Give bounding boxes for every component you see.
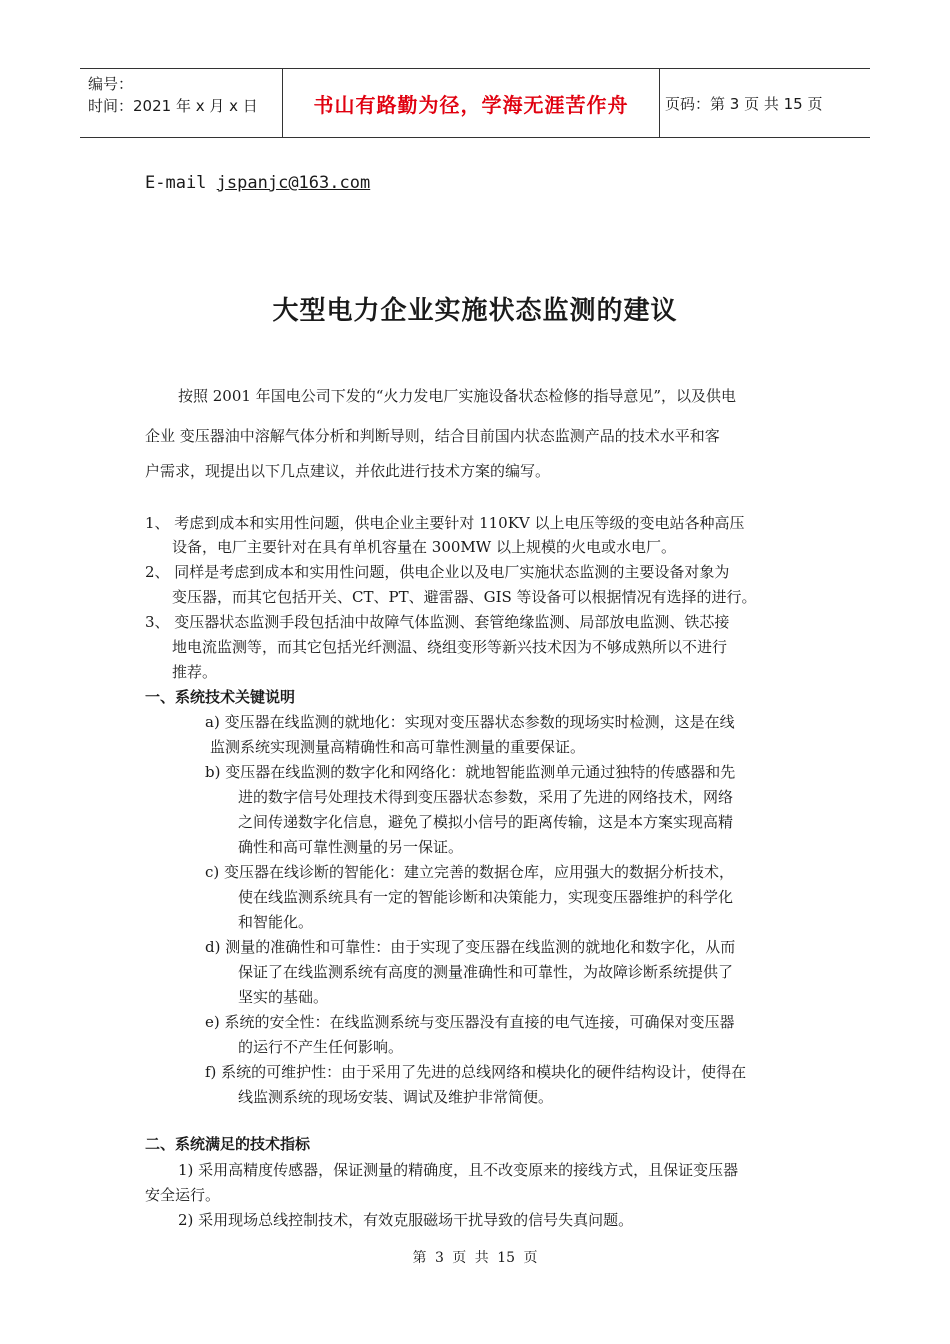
email-link[interactable]: jspanjc@163.com bbox=[216, 173, 371, 193]
s1-line-10: d) 测量的准确性和可靠性：由于实现了变压器在线监测的就地化和数字化，从而 bbox=[205, 938, 736, 956]
s1-line-16: 线监测系统的现场安装、调试及维护非常简便。 bbox=[238, 1088, 554, 1106]
s1-line-7: c) 变压器在线诊断的智能化：建立完善的数据仓库，应用强大的数据分析技术， bbox=[205, 863, 735, 881]
s1-line-8: 使在线监测系统具有一定的智能诊断和决策能力，实现变压器维护的科学化 bbox=[238, 888, 734, 906]
time-label: 时间：2021 年 x 月 x 日 bbox=[88, 97, 258, 115]
item-1-line-1: 1、 考虑到成本和实用性问题，供电企业主要针对 110KV 以上电压等级的变电站各种高压 bbox=[145, 514, 745, 532]
header-left bbox=[88, 73, 258, 117]
number-label: 编号： bbox=[88, 75, 134, 93]
s2-line-2: 安全运行。 bbox=[145, 1186, 221, 1204]
s1-line-13: e) 系统的安全性：在线监测系统与变压器没有直接的电气连接，可确保对变压器 bbox=[205, 1013, 735, 1031]
s1-line-11: 保证了在线监测系统有高度的测量准确性和可靠性，为故障诊断系统提供了 bbox=[238, 963, 734, 981]
s1-line-15: f) 系统的可维护性：由于采用了先进的总线网络和模块化的硬件结构设计，使得在 bbox=[205, 1063, 747, 1081]
s1-line-6: 确性和高可靠性测量的另一保证。 bbox=[238, 838, 464, 856]
section-2-heading: 二、系统满足的技术指标 bbox=[145, 1135, 311, 1153]
s1-line-4: 进的数字信号处理技术得到变压器状态参数，采用了先进的网络技术，网络 bbox=[238, 788, 734, 806]
item-3-line-3: 推荐。 bbox=[172, 663, 218, 681]
section-1-heading: 一、系统技术关键说明 bbox=[145, 688, 296, 706]
s1-line-2: 监测系统实现测量高精确性和高可靠性测量的重要保证。 bbox=[210, 738, 586, 756]
email-line bbox=[145, 173, 370, 193]
s1-line-9: 和智能化。 bbox=[238, 913, 314, 931]
page-header bbox=[80, 68, 870, 138]
item-3-line-1: 3、 变压器状态监测手段包括油中故障气体监测、套管绝缘监测、局部放电监测、铁芯接 bbox=[145, 613, 730, 631]
document-title: 大型电力企业实施状态监测的建议 bbox=[272, 296, 678, 326]
s1-line-5: 之间传递数字化信息，避免了模拟小信号的距离传输，这是本方案实现高精 bbox=[238, 813, 734, 831]
item-2-line-1: 2、 同样是考虑到成本和实用性问题，供电企业以及电厂实施状态监测的主要设备对象为 bbox=[145, 563, 730, 581]
intro-line-2: 企业 变压器油中溶解气体分析和判断导则，结合目前国内状态监测产品的技术水平和客 bbox=[145, 427, 720, 445]
s2-line-1: 1) 采用高精度传感器，保证测量的精确度，且不改变原来的接线方式，且保证变压器 bbox=[178, 1161, 739, 1179]
s1-line-14: 的运行不产生任何影响。 bbox=[238, 1038, 404, 1056]
s1-line-3: b) 变压器在线监测的数字化和网络化：就地智能监测单元通过独特的传感器和先 bbox=[205, 763, 736, 781]
intro-line-1: 按照 2001 年国电公司下发的“火力发电厂实施设备状态检修的指导意见”，以及供电 bbox=[178, 387, 737, 405]
item-3-line-2: 地电流监测等，而其它包括光纤测温、绕组变形等新兴技术因为不够成熟所以不进行 bbox=[172, 638, 728, 656]
intro-line-3: 户需求，现提出以下几点建议，并依此进行技术方案的编写。 bbox=[145, 462, 551, 480]
item-2-line-2: 变压器，而其它包括开关、CT、PT、避雷器、GIS 等设备可以根据情况有选择的进行。 bbox=[172, 588, 757, 606]
s1-line-12: 坚实的基础。 bbox=[238, 988, 329, 1006]
s2-line-3: 2) 采用现场总线控制技术，有效克服磁场干扰导致的信号失真问题。 bbox=[178, 1211, 634, 1229]
header-motto: 书山有路勤为径，学海无涯苦作舟 bbox=[282, 69, 660, 137]
s1-line-1: a) 变压器在线监测的就地化：实现对变压器状态参数的现场实时检测，这是在线 bbox=[205, 713, 735, 731]
email-label: E-mail bbox=[145, 173, 207, 193]
item-1-line-2: 设备，电厂主要针对在具有单机容量在 300MW 以上规模的火电或水电厂。 bbox=[172, 538, 676, 556]
page-footer: 第 3 页 共 15 页 bbox=[412, 1250, 538, 1266]
header-page-code: 页码：第 3 页 共 15 页 bbox=[665, 95, 823, 113]
